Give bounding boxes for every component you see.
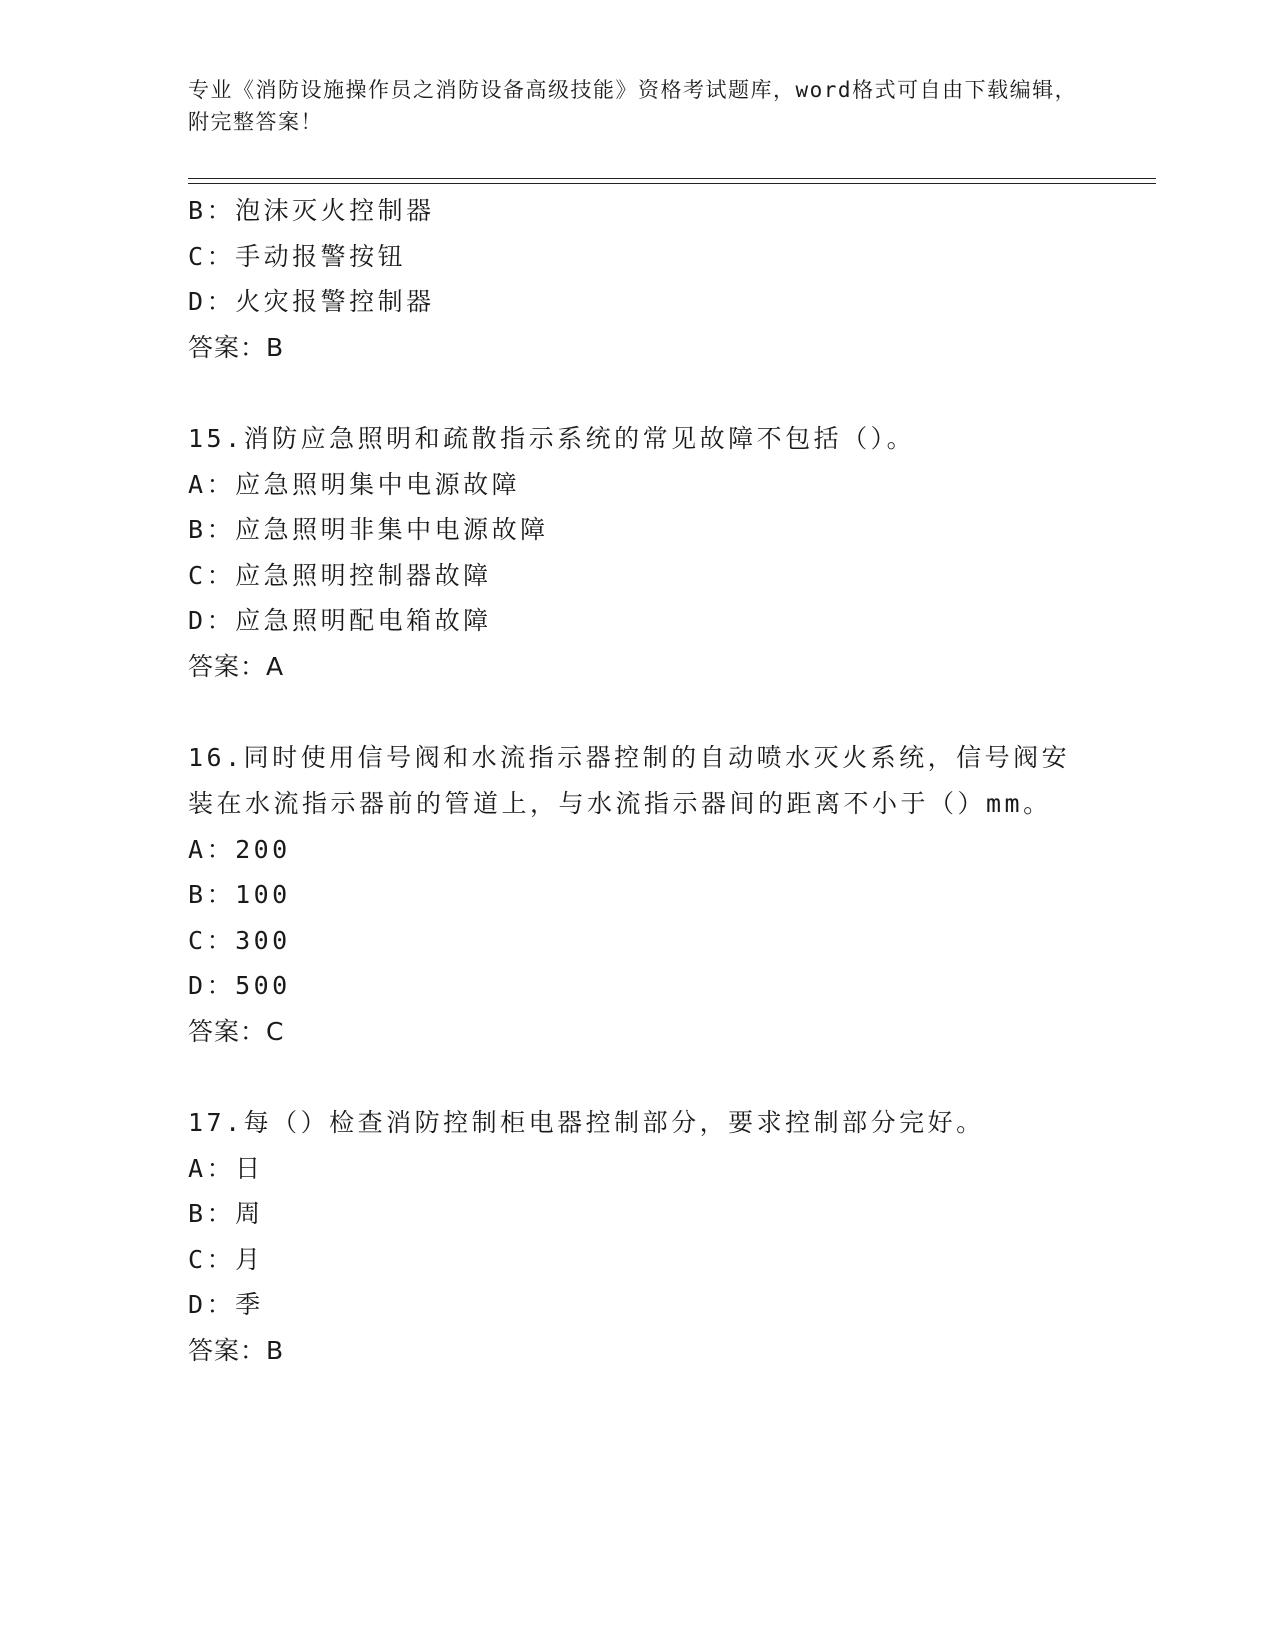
option-separator: ： (206, 469, 236, 499)
option-key: D (188, 606, 207, 635)
option-separator: ： (206, 1153, 236, 1183)
option-key: C (188, 241, 207, 271)
question-17 (188, 1100, 1088, 1374)
answer-line (188, 325, 1088, 371)
option-separator: ： (206, 880, 236, 909)
option-separator: ： (206, 287, 236, 316)
answer-value: B (266, 332, 285, 362)
option-separator: ： (206, 1199, 236, 1228)
option-key: A (188, 469, 207, 499)
option-separator: ： (206, 515, 236, 544)
option-text: 应急照明集中电源故障 (235, 469, 521, 499)
answer-value: A (266, 651, 285, 681)
option-d (188, 598, 1088, 644)
answer-value: B (266, 1335, 285, 1365)
option-b (188, 872, 1088, 918)
answer-label: 答案： (188, 651, 267, 681)
spacer (188, 371, 1088, 416)
option-text: 应急照明非集中电源故障 (235, 515, 549, 544)
option-separator: ： (206, 241, 236, 271)
option-separator: ： (206, 925, 236, 955)
option-text: 300 (235, 925, 291, 955)
option-separator: ： (206, 1290, 236, 1319)
page-header: 专业《消防设施操作员之消防设备高级技能》资格考试题库，word格式可自由下载编辑，附完整答案！ (188, 78, 1078, 134)
answer-line (188, 1328, 1088, 1374)
question-15 (188, 416, 1088, 690)
option-separator: ： (206, 560, 236, 590)
option-separator: ： (206, 971, 236, 1000)
option-separator: ： (206, 834, 236, 864)
option-key: A (188, 834, 207, 864)
option-d (188, 1282, 1088, 1328)
option-text: 周 (235, 1199, 264, 1228)
question-content (188, 188, 1088, 1374)
option-text: 应急照明配电箱故障 (235, 606, 492, 635)
option-separator: ： (206, 606, 236, 635)
option-key: C (188, 560, 207, 590)
question-stem: 17.每（）检查消防控制柜电器控制部分，要求控制部分完好。 (188, 1107, 985, 1137)
option-separator: ： (206, 1244, 236, 1274)
option-a (188, 827, 1088, 873)
option-text: 月 (235, 1244, 264, 1274)
header-divider-double (188, 183, 1156, 184)
answer-label: 答案： (188, 1335, 267, 1365)
question-stem: 15.消防应急照明和疏散指示系统的常见故障不包括（）。 (188, 423, 916, 453)
option-b (188, 507, 1088, 553)
spacer (188, 690, 1088, 735)
option-c (188, 1237, 1088, 1283)
option-c (188, 553, 1088, 599)
question-14-continuation (188, 188, 1088, 371)
option-key: B (188, 515, 207, 544)
option-text: 200 (235, 834, 291, 864)
option-text: 泡沫灭火控制器 (235, 196, 435, 225)
option-d (188, 279, 1088, 325)
spacer (188, 1055, 1088, 1100)
option-text: 火灾报警控制器 (235, 287, 435, 316)
option-key: C (188, 1244, 207, 1274)
question-stem: 16.同时使用信号阀和水流指示器控制的自动喷水灭火系统，信号阀安装在水流指示器前的管道上，与水流指示器间的距离不小于（）mm。 (188, 742, 1071, 818)
option-key: D (188, 971, 207, 1000)
answer-label: 答案： (188, 1016, 267, 1046)
answer-label: 答案： (188, 332, 267, 362)
answer-value: C (266, 1016, 285, 1046)
option-key: D (188, 1290, 207, 1319)
option-separator: ： (206, 196, 236, 225)
option-text: 日 (235, 1153, 264, 1183)
answer-line (188, 1009, 1088, 1055)
option-text: 500 (235, 971, 291, 1000)
answer-line (188, 644, 1088, 690)
option-c (188, 234, 1088, 280)
option-text: 100 (235, 880, 291, 909)
header-divider (188, 178, 1156, 179)
option-key: B (188, 196, 207, 225)
option-b (188, 1191, 1088, 1237)
option-key: B (188, 1199, 207, 1228)
option-text: 手动报警按钮 (235, 241, 407, 271)
option-text: 季 (235, 1290, 264, 1319)
option-c (188, 918, 1088, 964)
option-text: 应急照明控制器故障 (235, 560, 492, 590)
option-b (188, 188, 1088, 234)
option-d (188, 963, 1088, 1009)
option-key: B (188, 880, 207, 909)
option-key: D (188, 287, 207, 316)
question-16 (188, 735, 1088, 1055)
option-a (188, 462, 1088, 508)
option-key: C (188, 925, 207, 955)
option-a (188, 1146, 1088, 1192)
option-key: A (188, 1153, 207, 1183)
